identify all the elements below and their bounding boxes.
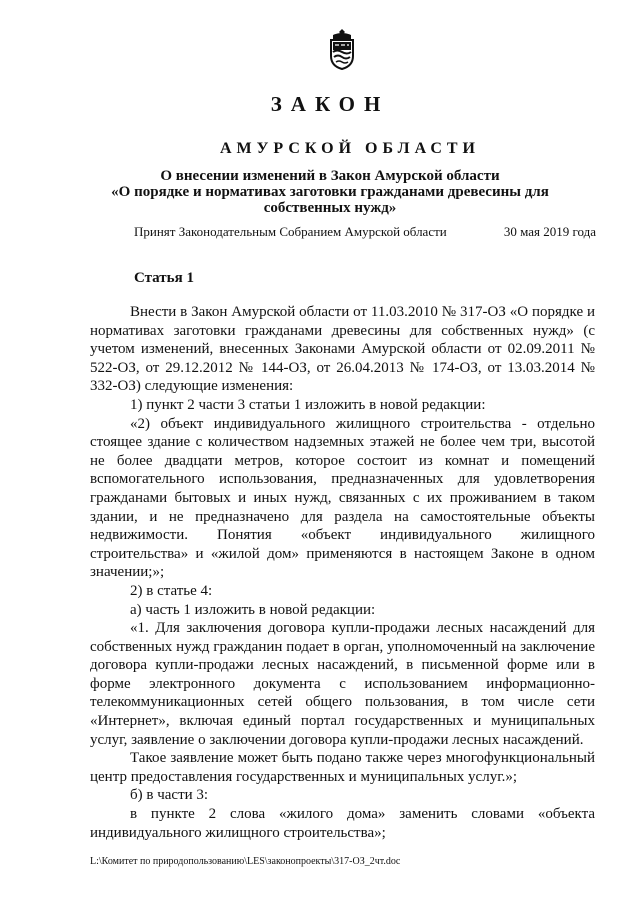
adoption-text: Принят Законодательным Собранием Амурской области xyxy=(134,224,447,239)
document-title: ЗАКОН xyxy=(270,92,390,116)
paragraph: б) в части 3: xyxy=(130,787,209,804)
paragraph: 2) в статье 4: xyxy=(130,582,213,599)
paragraph: Такое заявление может быть подано также через многофункциональный центр предоставления государственных и муниципальных услуг.»; xyxy=(90,750,595,785)
law-subject-line-1: О внесении изменений в Закон Амурской области xyxy=(160,168,500,184)
paragraph: 1) пункт 2 части 3 статьи 1 изложить в новой редакции: xyxy=(130,396,486,413)
coat-of-arms-icon xyxy=(327,28,357,70)
article-body xyxy=(90,303,595,842)
adoption-date: 30 мая 2019 года xyxy=(503,224,596,239)
adoption-line xyxy=(134,224,596,240)
paragraph: «2) объект индивидуального жилищного строительства - отдельно стоящее здание с количеством надземных этажей не более чем три, высотой не более двадцати метров, которое состоит из комнат и помещений вспомогательного использования, предназначенных для удовлетворения гражданами бытовых и иных нужд, связанных с их проживанием в таком здании, и не предназначено для раздела на самостоятельные объекты недвижимости. Понятия «объект индивидуального жилищного строительства» и «жилой дом» применяются в настоящем Законе в одном значении;»; xyxy=(90,415,595,581)
file-path-footer: L:\Комитет по природопользованию\LES\законопроекты\317-ОЗ_2чт.doc xyxy=(90,856,401,867)
law-subject xyxy=(100,168,560,216)
paragraph: «1. Для заключения договора купли-продажи лесных насаждений для собственных нужд гражданин подает в орган, уполномоченный на заключение договора купли-продажи лесных насаждений, в письменной форме или в форме электронного документа с использованием информационно-телекоммуникационных сетей общего пользования, в том числе сети «Интернет», включая единый портал государственных и муниципальных услуг, заявление о заключении договора купли-продажи лесных насаждений. xyxy=(90,620,595,748)
paragraph: а) часть 1 изложить в новой редакции: xyxy=(130,601,376,618)
paragraph: Внести в Закон Амурской области от 11.03.2010 № 317-ОЗ «О порядке и нормативах заготовки гражданами древесины для собственных нужд» (с учетом изменений, внесенных Законами Амурской области от 02.09.2011 № 522-ОЗ, от 29.12.2012 № 144-ОЗ, от 26.04.2013 № 174-ОЗ, от 13.03.2014 № 332-ОЗ) следующие изменения: xyxy=(90,304,595,395)
region-title: АМУРСКОЙ ОБЛАСТИ xyxy=(220,140,480,157)
article-heading: Статья 1 xyxy=(134,270,194,286)
law-subject-line-2: «О порядке и нормативах заготовки гражданами древесины для собственных нужд» xyxy=(111,184,549,216)
paragraph: в пункте 2 слова «жилого дома» заменить словами «объекта индивидуального жилищного строительства»; xyxy=(90,806,595,841)
